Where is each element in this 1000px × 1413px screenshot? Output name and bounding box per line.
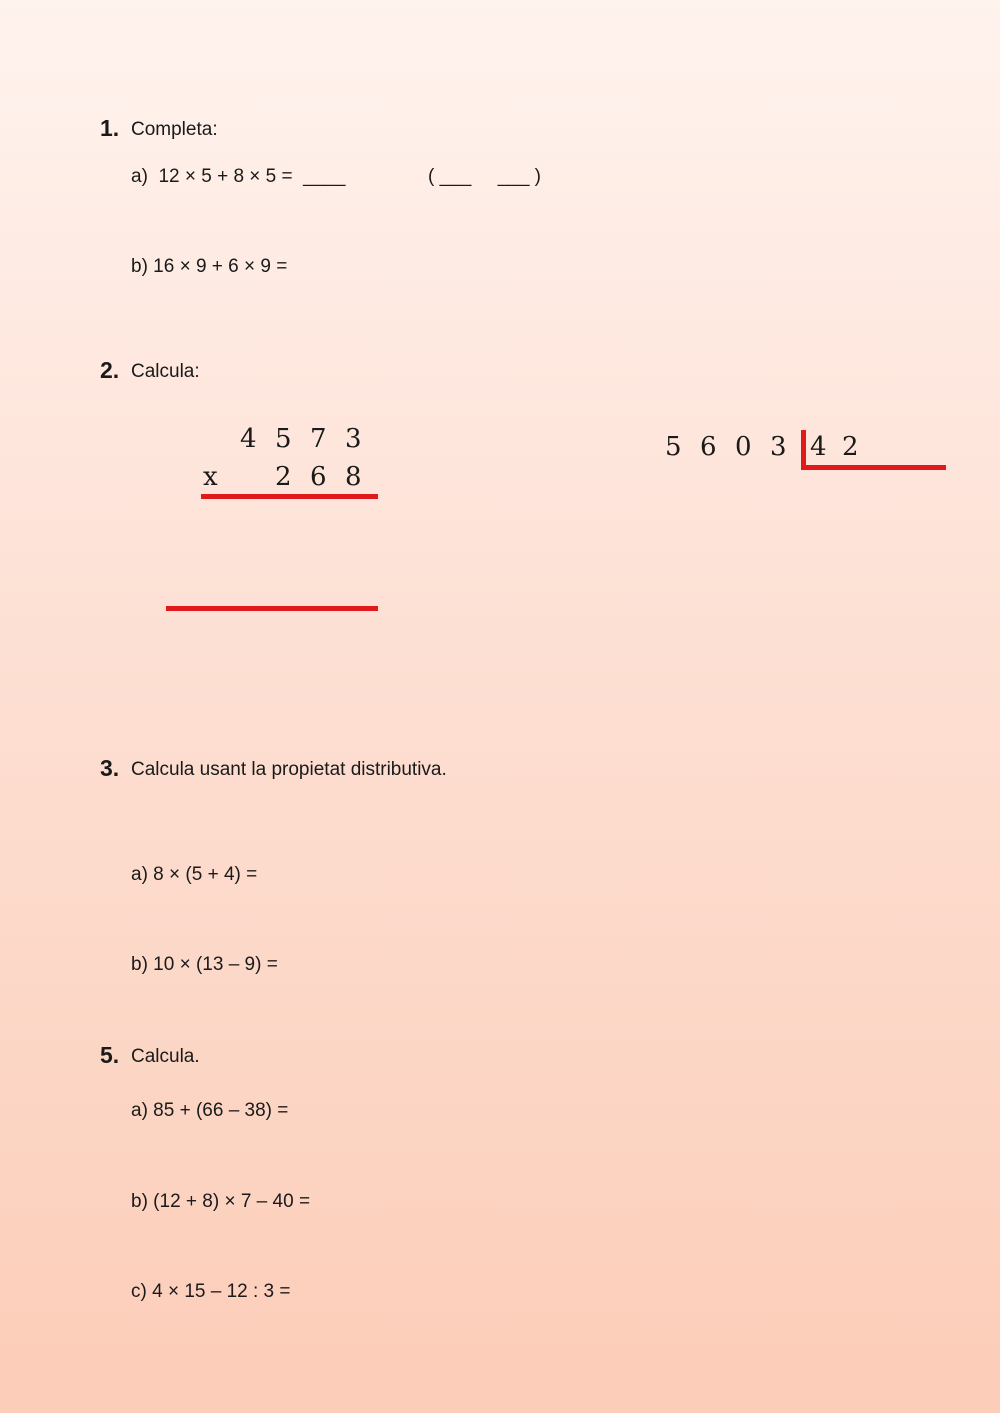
div-divisor-digit: 4 xyxy=(810,432,827,462)
question-5a: a) 85 + (66 – 38) = xyxy=(131,1100,289,1121)
question-3a: a) 8 × (5 + 4) = xyxy=(131,864,258,885)
division-bracket-vertical xyxy=(801,430,806,470)
question-1a-parenthesis: ( ___ ___ ) xyxy=(428,166,542,187)
mult-bottom-digit: 8 xyxy=(345,462,362,492)
div-dividend-digit: 0 xyxy=(735,432,752,462)
div-dividend-digit: 6 xyxy=(700,432,717,462)
question-2-title: Calcula: xyxy=(131,361,200,382)
question-3b: b) 10 × (13 – 9) = xyxy=(131,954,278,975)
question-5b: b) (12 + 8) × 7 – 40 = xyxy=(131,1191,311,1212)
question-1b: b) 16 × 9 + 6 × 9 = xyxy=(131,256,288,277)
div-dividend-digit: 5 xyxy=(665,432,682,462)
question-1-number: 1. xyxy=(100,115,120,141)
mult-top-digit: 7 xyxy=(310,424,327,454)
mult-bottom-digit: 2 xyxy=(275,462,292,492)
mult-top-digit: 3 xyxy=(345,424,362,454)
question-5c: c) 4 × 15 – 12 : 3 = xyxy=(131,1281,291,1302)
division-bracket-horizontal xyxy=(801,465,946,470)
multiplication-result-line xyxy=(166,606,378,611)
question-3-title: Calcula usant la propietat distributiva. xyxy=(131,759,447,780)
mult-bottom-digit: 6 xyxy=(310,462,327,492)
mult-top-digit: 5 xyxy=(275,424,292,454)
question-3-number: 3. xyxy=(100,755,120,781)
multiplication-underline xyxy=(201,494,378,499)
question-1-title: Completa: xyxy=(131,119,218,140)
mult-top-digit: 4 xyxy=(240,424,257,454)
question-1a: a) 12 × 5 + 8 × 5 = ____ xyxy=(131,166,346,187)
question-2-number: 2. xyxy=(100,357,120,383)
multiplication-sign: x xyxy=(203,462,218,492)
div-divisor-digit: 2 xyxy=(842,432,859,462)
question-5-title: Calcula. xyxy=(131,1046,200,1067)
question-5-number: 5. xyxy=(100,1042,120,1068)
div-dividend-digit: 3 xyxy=(770,432,787,462)
